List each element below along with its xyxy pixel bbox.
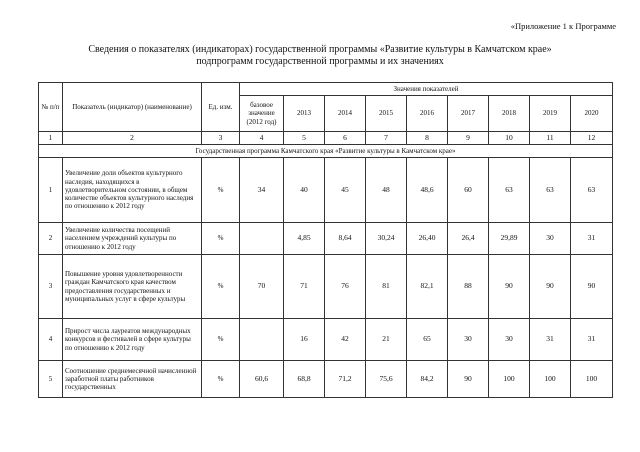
header-year: 2018: [489, 96, 530, 132]
year-value: 48,6: [407, 158, 448, 223]
header-unit: Ед. изм.: [202, 83, 240, 132]
header-indicator: Показатель (индикатор) (наименование): [63, 83, 202, 132]
year-value: 30: [448, 319, 489, 361]
year-value: 21: [366, 319, 407, 361]
header-year: 2013: [284, 96, 325, 132]
header-year: 2017: [448, 96, 489, 132]
header-base: базовое значение (2012 год): [240, 96, 284, 132]
table-row: [39, 361, 613, 398]
year-value: 90: [448, 361, 489, 398]
year-value: 68,8: [284, 361, 325, 398]
year-value: 8,64: [325, 223, 366, 255]
year-value: 26,4: [448, 223, 489, 255]
year-value: 82,1: [407, 255, 448, 319]
year-value: 65: [407, 319, 448, 361]
column-number: 10: [489, 132, 530, 145]
row-number: 2: [39, 223, 63, 255]
column-number-row: [39, 132, 613, 145]
program-title: Государственная программа Камчатского края «Развитие культуры в Камчатском крае»: [39, 145, 613, 158]
base-value: 60,6: [240, 361, 284, 398]
unit-cell: %: [202, 361, 240, 398]
year-value: 30: [489, 319, 530, 361]
program-row: [39, 145, 613, 158]
header-year: 2016: [407, 96, 448, 132]
header-year: 2019: [530, 96, 571, 132]
unit-cell: %: [202, 319, 240, 361]
year-value: 16: [284, 319, 325, 361]
unit-cell: %: [202, 158, 240, 223]
unit-cell: %: [202, 223, 240, 255]
column-number: 11: [530, 132, 571, 145]
year-value: 71: [284, 255, 325, 319]
column-number: 4: [240, 132, 284, 145]
header-year: 2020: [571, 96, 613, 132]
year-value: 63: [530, 158, 571, 223]
year-value: 40: [284, 158, 325, 223]
base-value: [240, 319, 284, 361]
column-number: 9: [448, 132, 489, 145]
column-number: 1: [39, 132, 63, 145]
column-number: 2: [63, 132, 202, 145]
year-value: 90: [571, 255, 613, 319]
indicator-name: Соотношение среднемесячной начисленной заработной платы работников государственных: [63, 361, 202, 398]
table-row: [39, 158, 613, 223]
year-value: 31: [571, 223, 613, 255]
year-value: 63: [489, 158, 530, 223]
base-value: 70: [240, 255, 284, 319]
year-value: 63: [571, 158, 613, 223]
year-value: 81: [366, 255, 407, 319]
year-value: 71,2: [325, 361, 366, 398]
annex-label: «Приложение 1 к Программе: [510, 21, 616, 31]
header-year: 2015: [366, 96, 407, 132]
year-value: 84,2: [407, 361, 448, 398]
year-value: 29,89: [489, 223, 530, 255]
year-value: 75,6: [366, 361, 407, 398]
year-value: 90: [530, 255, 571, 319]
table-row: [39, 255, 613, 319]
year-value: 60: [448, 158, 489, 223]
column-number: 6: [325, 132, 366, 145]
column-number: 8: [407, 132, 448, 145]
column-number: 12: [571, 132, 613, 145]
year-value: 48: [366, 158, 407, 223]
year-value: 45: [325, 158, 366, 223]
year-value: 76: [325, 255, 366, 319]
title-line-2: подпрограмм государственной программы и их значениях: [196, 56, 444, 67]
table-row: [39, 319, 613, 361]
year-value: 30: [530, 223, 571, 255]
row-number: 3: [39, 255, 63, 319]
column-number: 7: [366, 132, 407, 145]
indicators-table: [38, 82, 613, 398]
year-value: 100: [530, 361, 571, 398]
row-number: 5: [39, 361, 63, 398]
year-value: 100: [571, 361, 613, 398]
year-value: 30,24: [366, 223, 407, 255]
table-row: [39, 223, 613, 255]
year-value: 42: [325, 319, 366, 361]
column-number: 5: [284, 132, 325, 145]
header-year: 2014: [325, 96, 366, 132]
year-value: 88: [448, 255, 489, 319]
header-values: Значения показателей: [240, 83, 613, 96]
year-value: 31: [571, 319, 613, 361]
row-number: 1: [39, 158, 63, 223]
header-number: № п/п: [39, 83, 63, 132]
row-number: 4: [39, 319, 63, 361]
unit-cell: %: [202, 255, 240, 319]
title-line-1: Сведения о показателях (индикаторах) государственной программы «Развитие культуры в Камчатском крае»: [88, 44, 552, 55]
year-value: 26,40: [407, 223, 448, 255]
year-value: 4,85: [284, 223, 325, 255]
year-value: 31: [530, 319, 571, 361]
column-number: 3: [202, 132, 240, 145]
year-value: 90: [489, 255, 530, 319]
indicator-name: Повышение уровня удовлетворенности граждан Камчатского края качеством предоставления государственных и муниципальных услуг в сфере культуры: [63, 255, 202, 319]
indicator-name: Увеличение количества посещений населением учреждений культуры по отношению к 2012 году: [63, 223, 202, 255]
year-value: 100: [489, 361, 530, 398]
base-value: [240, 223, 284, 255]
indicator-name: Прирост числа лауреатов международных конкурсов и фестивалей в сфере культуры по отношению к 2012 году: [63, 319, 202, 361]
indicator-name: Увеличение доли объектов культурного наследия, находящихся в удовлетворительном состоянии, в общем количестве объектов культурного наследия по отношению к 2012 году: [63, 158, 202, 223]
document-title: [0, 44, 640, 68]
base-value: 34: [240, 158, 284, 223]
